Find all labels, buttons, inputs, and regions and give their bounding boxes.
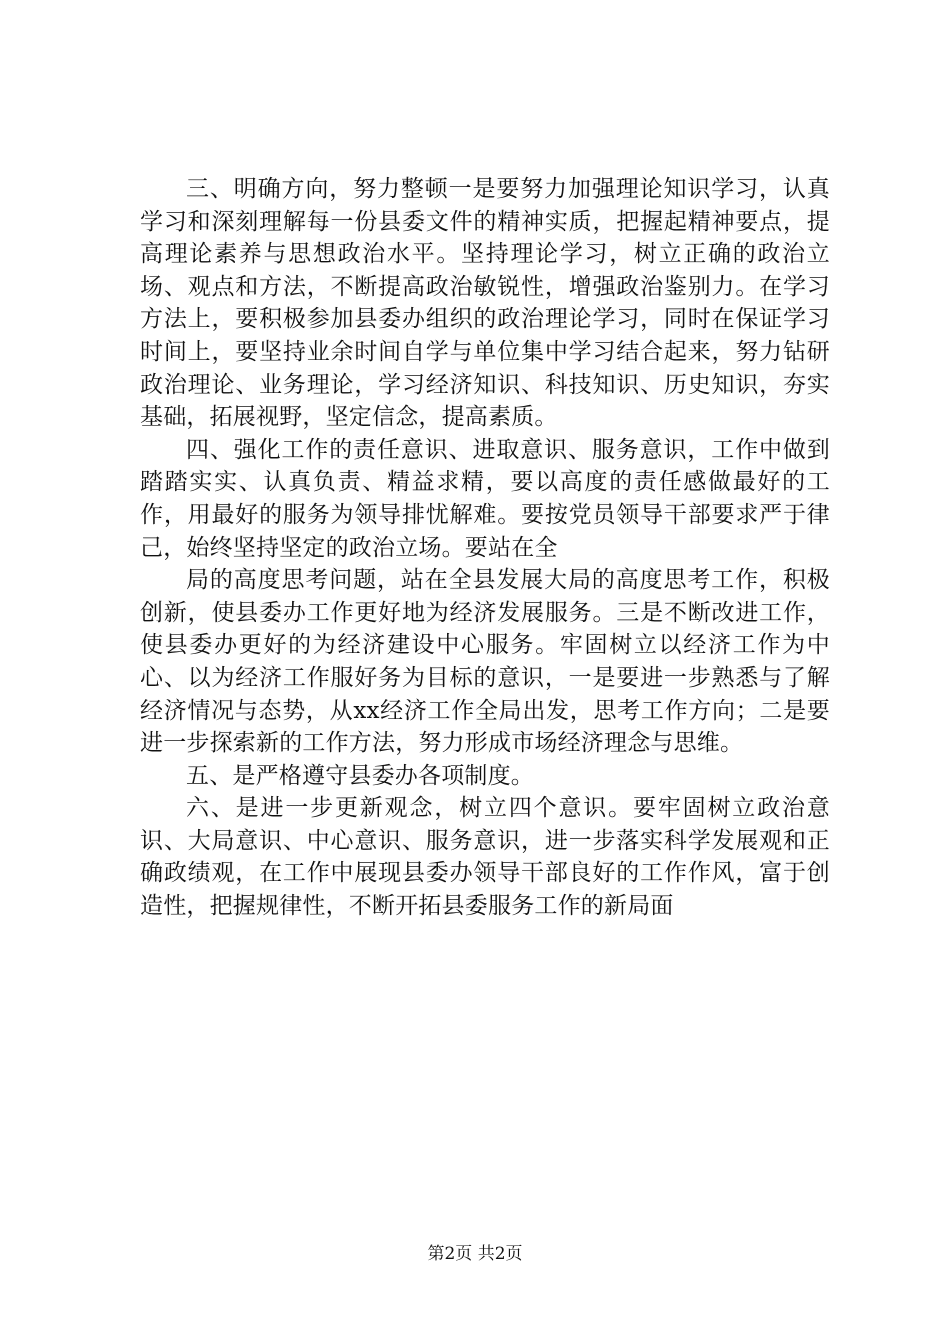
paragraph-section-3: 三、明确方向，努力整顿一是要努力加强理论知识学习，认真学习和深刻理解每一份县委文件的精神实质，把握起精神要点，提高理论素养与思想政治水平。坚持理论学习，树立正确的政治立场、观点和方法，不断提高政治敏锐性，增强政治鉴别力。在学习方法上，要积极参加县委办组织的政治理论学习，同时在保证学习时间上，要坚持业余时间自学与单位集中学习结合起来，努力钻研政治理论、业务理论，学习经济知识、科技知识、历史知识，夯实基础，拓展视野，坚定信念，提高素质。 <box>140 176 830 431</box>
paragraph-section-4-continued: 局的高度思考问题，站在全县发展大局的高度思考工作，积极创新，使县委办工作更好地为经济发展服务。三是不断改进工作，使县委办更好的为经济建设中心服务。牢固树立以经济工作为中心、以为经济工作服好务为目标的意识，一是要进一步熟悉与了解经济情况与态势，从xx经济工作全局出发，思考工作方向；二是要进一步探索新的工作方法，努力形成市场经济理念与思维。 <box>140 567 830 757</box>
paragraph-section-6: 六、是进一步更新观念，树立四个意识。要牢固树立政治意识、大局意识、中心意识、服务意识，进一步落实科学发展观和正确政绩观，在工作中展现县委办领导干部良好的工作作风，富于创造性，把握规律性，不断开拓县委服务工作的新局面 <box>140 795 830 920</box>
page-number-footer: 第2页 共2页 <box>427 1244 523 1264</box>
paragraph-section-5: 五、是严格遵守县委办各项制度。 <box>186 762 534 789</box>
paragraph-section-4: 四、强化工作的责任意识、进取意识、服务意识，工作中做到踏踏实实、认真负责、精益求精，要以高度的责任感做最好的工作，用最好的服务为领导排忧解难。要按党员领导干部要求严于律己，始终坚持坚定的政治立场。要站在全 <box>140 436 830 561</box>
document-body <box>140 173 830 923</box>
